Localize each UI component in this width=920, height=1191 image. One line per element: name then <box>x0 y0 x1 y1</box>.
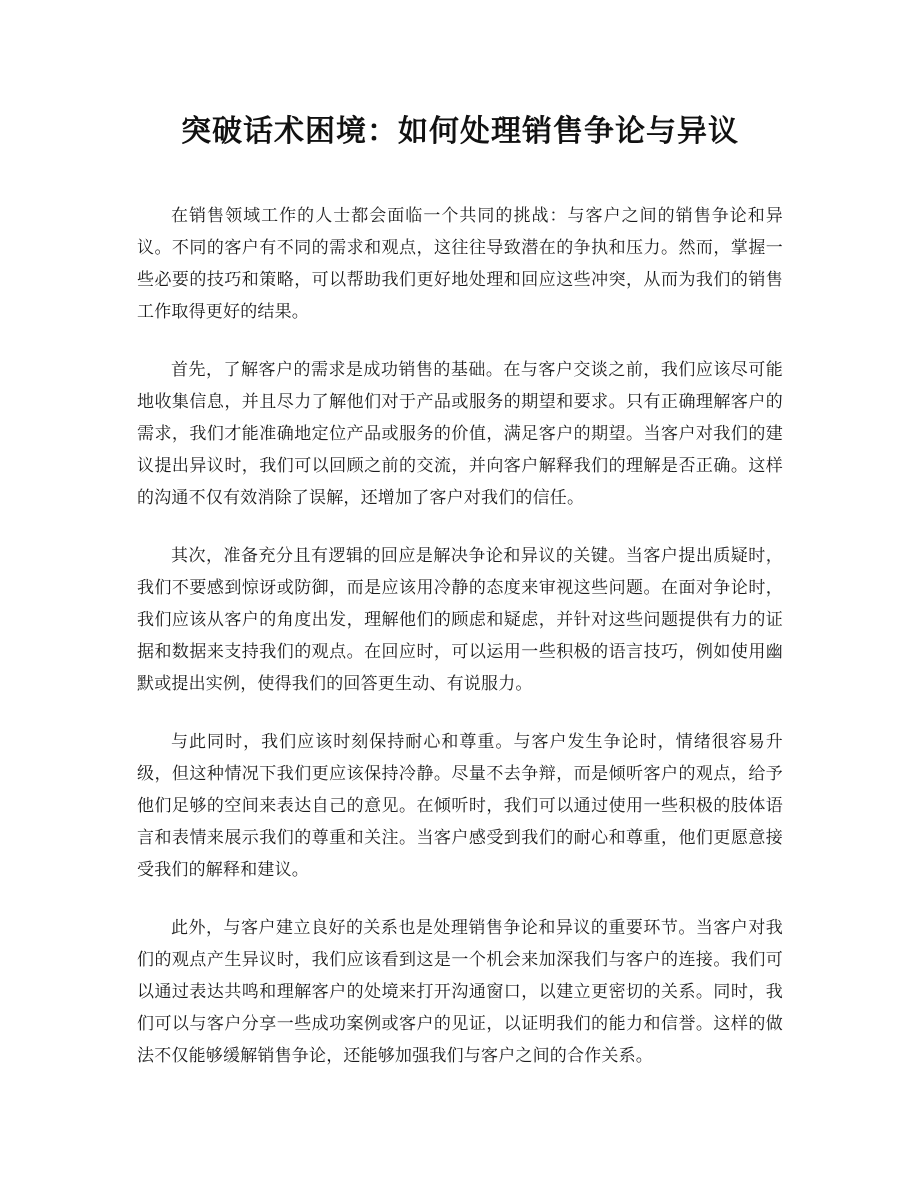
document-title: 突破话术困境：如何处理销售争论与异议 <box>181 114 739 149</box>
paragraph-build-relationship: 此外，与客户建立良好的关系也是处理销售争论和异议的重要环节。当客户对我们的观点产生异议时，我们应该看到这是一个机会来加深我们与客户的连接。我们可以通过表达共鸣和理解客户的处境来打开沟通窗口，以建立更密切的关系。同时，我们可以与客户分享一些成功案例或客户的见证，以证明我们的能力和信誉。这样的做法不仅能够缓解销售争论，还能够加强我们与客户之间的合作关系。 <box>137 918 783 1066</box>
paragraph-prepare-response: 其次，准备充分且有逻辑的回应是解决争论和异议的关键。当客户提出质疑时，我们不要感到惊讶或防御，而是应该用冷静的态度来审视这些问题。在面对争论时，我们应该从客户的角度出发，理解他们的顾虑和疑虑，并针对这些问题提供有力的证据和数据来支持我们的观点。在回应时，可以运用一些积极的语言技巧，例如使用幽默或提出实例，使得我们的回答更生动、有说服力。 <box>137 546 783 694</box>
paragraph-patience-respect: 与此同时，我们应该时刻保持耐心和尊重。与客户发生争论时，情绪很容易升级，但这种情况下我们更应该保持冷静。尽量不去争辩，而是倾听客户的观点，给予他们足够的空间来表达自己的意见。在倾听时，我们可以通过使用一些积极的肢体语言和表情来展示我们的尊重和关注。当客户感受到我们的耐心和尊重，他们更愿意接受我们的解释和建议。 <box>137 732 783 880</box>
document-body <box>137 200 783 1072</box>
paragraph-understand-needs: 首先，了解客户的需求是成功销售的基础。在与客户交谈之前，我们应该尽可能地收集信息，并且尽力了解他们对于产品或服务的期望和要求。只有正确理解客户的需求，我们才能准确地定位产品或服务的价值，满足客户的期望。当客户对我们的建议提出异议时，我们可以回顾之前的交流，并向客户解释我们的理解是否正确。这样的沟通不仅有效消除了误解，还增加了客户对我们的信任。 <box>137 360 783 508</box>
paragraph-intro: 在销售领域工作的人士都会面临一个共同的挑战：与客户之间的销售争论和异议。不同的客户有不同的需求和观点，这往往导致潜在的争执和压力。然而，掌握一些必要的技巧和策略，可以帮助我们更好地处理和回应这些冲突，从而为我们的销售工作取得更好的结果。 <box>137 206 783 322</box>
